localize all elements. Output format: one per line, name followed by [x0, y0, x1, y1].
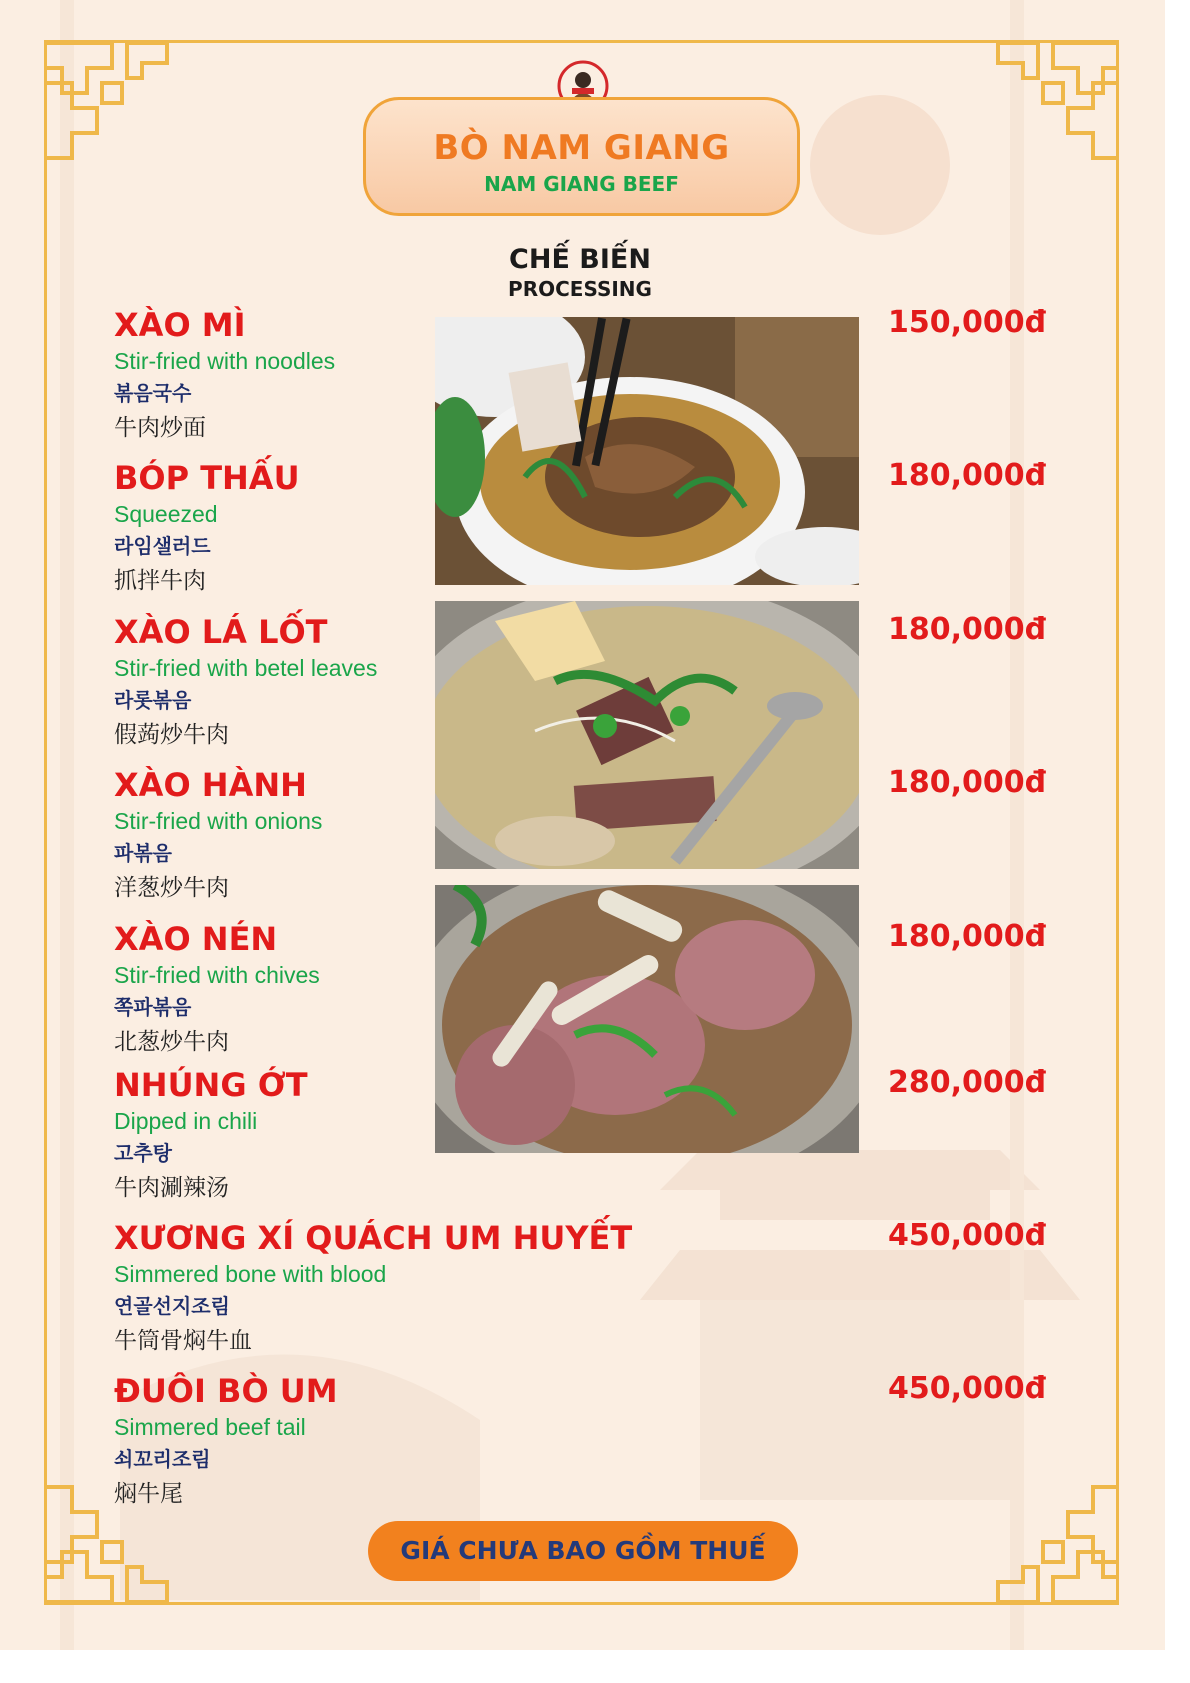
- corner-ornament-top-right: [993, 38, 1123, 168]
- dish-photo-noodle-bowl: [435, 317, 859, 585]
- dish-chinese: 牛肉炒面: [114, 415, 206, 441]
- dish-korean: 라롯볶음: [114, 688, 192, 712]
- corner-ornament-top-left: [42, 38, 172, 168]
- menu-item: [114, 766, 322, 904]
- menu-item: [114, 613, 377, 751]
- dish-chinese: 北葱炒牛肉: [114, 1029, 229, 1055]
- dish-korean: 쇠꼬리조림: [114, 1447, 211, 1471]
- dish-chinese: 假蒟炒牛肉: [114, 722, 229, 748]
- dish-chinese: 焖牛尾: [114, 1481, 183, 1507]
- dish-price: 280,000đ: [888, 1065, 1047, 1100]
- section-heading: [455, 244, 705, 301]
- dish-photo-beef-bones: [435, 885, 859, 1153]
- dish-price: 180,000đ: [888, 612, 1047, 647]
- dish-english: Simmered beef tail: [114, 1414, 306, 1440]
- dish-english: Stir-fried with betel leaves: [114, 655, 378, 681]
- dish-name: XƯƠNG XÍ QUÁCH UM HUYẾT: [114, 1219, 633, 1257]
- dish-korean: 볶음국수: [114, 381, 192, 405]
- menu-subtitle: NAM GIANG BEEF: [484, 172, 679, 196]
- dish-name: ĐUÔI BÒ UM: [114, 1372, 338, 1410]
- dish-english: Stir-fried with chives: [114, 962, 320, 988]
- dish-english: Stir-fried with onions: [114, 808, 323, 834]
- dish-chinese: 洋葱炒牛肉: [114, 875, 229, 901]
- menu-item: [114, 1372, 338, 1510]
- dish-korean: 쪽파볶음: [114, 995, 192, 1019]
- dish-name: BÓP THẤU: [114, 459, 300, 497]
- tax-note: GIÁ CHƯA BAO GỒM THUẾ: [400, 1536, 766, 1565]
- dish-chinese: 牛筒骨焖牛血: [114, 1328, 252, 1354]
- menu-item: [114, 459, 300, 597]
- dish-name: XÀO NÉN: [114, 920, 278, 958]
- dish-price: 450,000đ: [888, 1218, 1047, 1253]
- dish-english: Stir-fried with noodles: [114, 348, 336, 374]
- dish-english: Squeezed: [114, 501, 218, 527]
- dish-english: Simmered bone with blood: [114, 1261, 387, 1287]
- menu-title-box: [363, 97, 800, 216]
- dish-korean: 연골선지조림: [114, 1294, 230, 1318]
- menu-item: [114, 1066, 308, 1204]
- dish-price: 180,000đ: [888, 765, 1047, 800]
- menu-item: [114, 920, 320, 1058]
- menu-item: [114, 1219, 632, 1357]
- dish-english: Dipped in chili: [114, 1108, 258, 1134]
- dish-name: XÀO MÌ: [114, 306, 246, 344]
- dish-price: 150,000đ: [888, 305, 1047, 340]
- dish-price: 180,000đ: [888, 919, 1047, 954]
- dish-korean: 파볶음: [114, 841, 172, 865]
- menu-title: BÒ NAM GIANG: [433, 128, 730, 168]
- dish-price: 450,000đ: [888, 1371, 1047, 1406]
- dish-photo-hotpot: [435, 601, 859, 869]
- dish-name: NHÚNG ỚT: [114, 1066, 308, 1104]
- dish-korean: 라임샐러드: [114, 534, 211, 558]
- menu-item: [114, 306, 335, 444]
- corner-ornament-bottom-right: [993, 1477, 1123, 1607]
- dish-name: XÀO LÁ LỐT: [114, 613, 328, 651]
- dish-chinese: 抓拌牛肉: [114, 568, 206, 594]
- dish-korean: 고추탕: [114, 1141, 172, 1165]
- dish-price: 180,000đ: [888, 458, 1047, 493]
- section-title-vi: CHẾ BIẾN: [509, 244, 651, 275]
- tax-note-banner: [368, 1521, 798, 1581]
- dish-chinese: 牛肉涮辣汤: [114, 1175, 229, 1201]
- dish-name: XÀO HÀNH: [114, 766, 307, 804]
- section-title-en: PROCESSING: [508, 277, 652, 301]
